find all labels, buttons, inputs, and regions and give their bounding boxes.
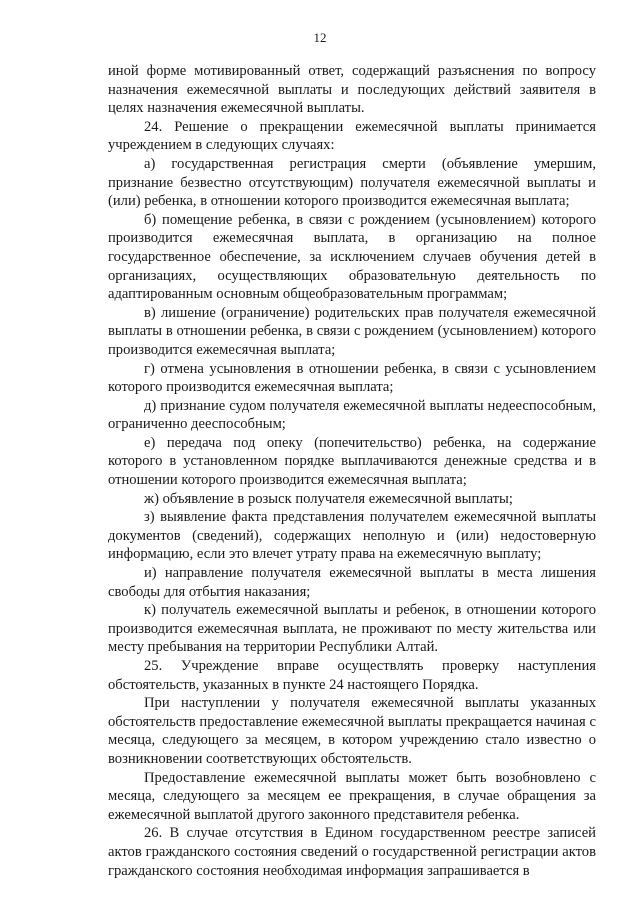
paragraph-subitem-z: з) выявление факта представления получателем ежемесячной выплаты документов (сведений), содержащих неполную и (или) недостоверную информацию, если это влечет утрату права на ежемесячную выплату;: [108, 509, 596, 563]
paragraph-subitem-g: г) отмена усыновления в отношении ребенка, в связи с усыновлением которого производится ежемесячная выплата;: [108, 360, 596, 396]
paragraph-subitem-i: и) направление получателя ежемесячной выплаты в места лишения свободы для отбытия наказания;: [108, 565, 596, 600]
paragraph-item-26: 26. В случае отсутствия в Едином государственном реестре записей актов гражданского состояния сведений о государственной регистрации актов гражданского состояния необходимая информация запрашивается в: [108, 825, 596, 879]
paragraph-continuation: иной форме мотивированный ответ, содержащий разъяснения по вопросу назначения ежемесячной выплаты и последующих действий заявителя в целях назначения ежемесячной выплаты.: [108, 63, 596, 117]
paragraph-subitem-zh: ж) объявление в розыск получателя ежемесячной выплаты;: [144, 490, 513, 507]
paragraph-subitem-k: к) получатель ежемесячной выплаты и ребенок, в отношении которого производится ежемесячная выплата, не проживают по месту жительства или месту пребывания на территории Республики Алтай.: [108, 602, 596, 656]
page-number: 12: [313, 30, 327, 45]
paragraph-item-24: 24. Решение о прекращении ежемесячной выплаты принимается учреждением в следующих случаях:: [108, 118, 596, 154]
paragraph-subitem-a: а) государственная регистрация смерти (объявление умершим, признание безвестно отсутствующим) получателя ежемесячной выплаты и (или) ребенка, в отношении которого производится ежемесячная выплата;: [108, 155, 596, 210]
paragraph-subitem-b: б) помещение ребенка, в связи с рождением (усыновлением) которого производится ежемесячная выплата, в организацию на полное государственное обеспечение, за исключением случаев обучения детей в организациях, осуществляющих образовательную деятельность по адаптированным основным общеобразовательным программам;: [108, 211, 596, 303]
paragraph-resumption: Предоставление ежемесячной выплаты может быть возобновлено с месяца, следующего за месяцем ее прекращения, в случае обращения за ежемесячной выплатой другого законного представителя ребенка.: [108, 769, 596, 823]
paragraph-termination: При наступлении у получателя ежемесячной выплаты указанных обстоятельств предоставление ежемесячной выплаты прекращается начиная с месяца, следующего за месяцем, в котором учреждению стало известно о возникновении соответствующих обстоятельств.: [108, 695, 596, 767]
paragraph-subitem-d: д) признание судом получателя ежемесячной выплаты недееспособным, ограниченно дееспособным;: [108, 397, 596, 433]
paragraph-subitem-e: е) передача под опеку (попечительство) ребенка, на содержание которого в установленном порядке выплачиваются денежные средства и в отношении которого производится ежемесячная выплата;: [108, 434, 596, 489]
document-body: [108, 62, 596, 880]
paragraph-subitem-v: в) лишение (ограничение) родительских прав получателя ежемесячной выплаты в отношении ребенка, в связи с рождением (усыновлением) которого производится ежемесячная выплата;: [108, 304, 596, 358]
paragraph-item-25: 25. Учреждение вправе осуществлять проверку наступления обстоятельств, указанных в пункте 24 настоящего Порядка.: [108, 658, 596, 693]
